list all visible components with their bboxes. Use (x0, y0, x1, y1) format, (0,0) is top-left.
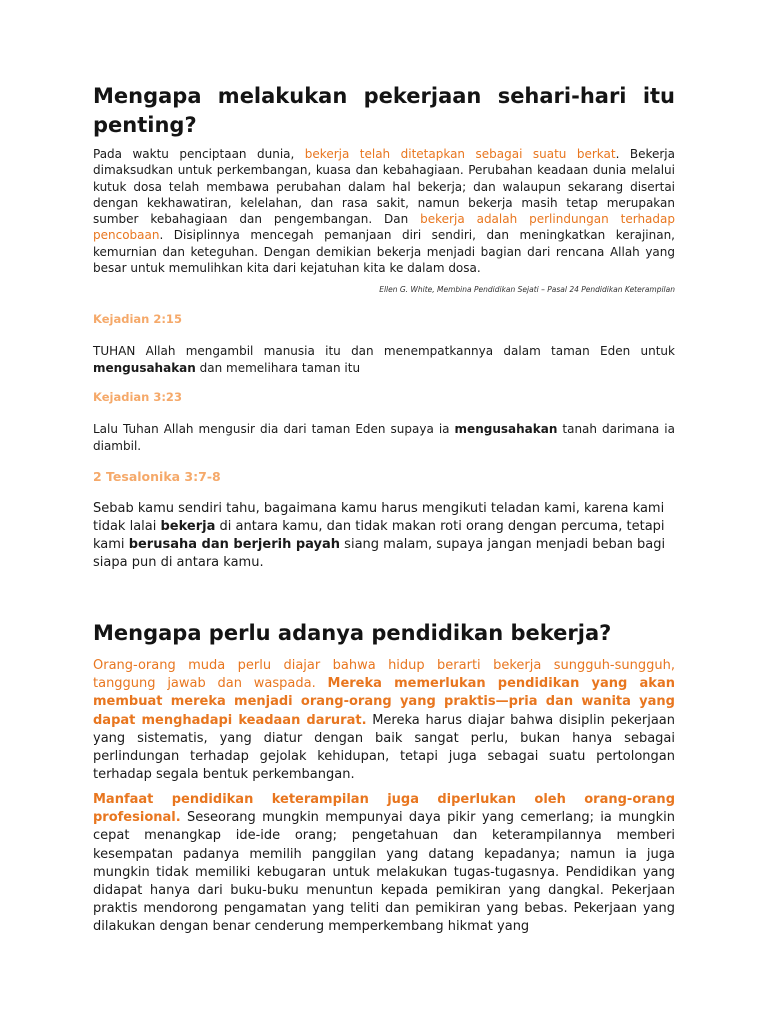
intro-text-1: Pada waktu penciptaan dunia, (93, 147, 305, 161)
verse-1 (93, 343, 675, 376)
verse-3 (93, 500, 675, 572)
verse-2-pre: Lalu Tuhan Allah mengusir dia dari taman Eden supaya ia (93, 422, 455, 436)
verse-1-pre: TUHAN Allah mengambil manusia itu dan menempatkannya dalam taman Eden untuk (93, 344, 675, 358)
verse-3-post: siang malam, supaya jangan menjadi beban bagi siapa pun di antara kamu. (93, 537, 666, 570)
verse-1-bold: mengusahakan (93, 360, 196, 375)
intro-paragraph (93, 146, 675, 276)
highlight-blessing: bekerja telah ditetapkan sebagai suatu berkat (304, 147, 616, 161)
intro-paragraph-block (93, 146, 675, 276)
para-b-bold: Manfaat pendidikan keterampilan juga diperlukan oleh orang-orang profesional. (93, 792, 675, 826)
section-2-paragraph-b (93, 791, 675, 937)
verse-2 (93, 421, 675, 454)
intro-text-2: . Bekerja dimaksudkan untuk perkembangan, kuasa dan kebahagiaan. Perubahan keadaan dunia melalui kutuk dosa telah membawa perubahan dalam hal bekerja; dan walaupun sekarang disertai dengan kekhawatiran, kelelahan, dan rasa sakit, namun bekerja masih tetap merupakan sumber kebahagiaan dan pengembangan. Dan (93, 147, 675, 227)
verse-ref-3: 2 Tesalonika 3:7-8 (93, 469, 221, 484)
verse-3-bold-2: berusaha dan berjerih payah (128, 537, 341, 552)
verse-2-post: tanah darimana ia diambil. (93, 422, 675, 453)
para-b-rest: Seseorang mungkin mempunyai daya pikir yang cemerlang; ia mungkin cepat menangkap ide-ide orang; pengetahuan dan keterampilannya memberi kesempatan padanya memilih panggilan yang datang kepadanya; namun ia juga mungkin tidak memiliki kebugaran untuk melakukan tugas-tugasnya. Pendidikan yang didapat hanya dari buku-buku menuntun kepada pemikiran yang dangkal. Pekerjaan praktis mendorong pengamatan yang teliti dan pemikiran yang bebas. Pekerjaan yang dilakukan dengan benar cenderung memperkembang hikmat yang (93, 810, 675, 935)
section-1 (93, 82, 675, 140)
para-a-orange: Orang-orang muda perlu diajar bahwa hidup berarti bekerja sungguh-sungguh, tanggung jawab dan waspada. (93, 658, 675, 692)
highlight-protection: bekerja adalah perlindungan terhadap pencobaan (93, 212, 675, 243)
verse-1-post: dan memelihara taman itu (195, 360, 361, 375)
attribution: Ellen G. White, Membina Pendidikan Sejati – Pasal 24 Pendidikan Keterampilan (379, 285, 675, 294)
para-a-rest: Mereka harus diajar bahwa disiplin pekerjaan yang sistematis, yang diatur dengan baik sangat perlu, bukan hanya sebagai perlindungan terhadap gejolak kehidupan, tetapi juga sebagai suatu pertolongan terhadap segala bentuk perkembangan. (93, 712, 676, 783)
para-a-bold: Mereka memerlukan pendidikan yang akan membuat mereka menjadi orang-orang yang praktis—pria dan wanita yang dapat menghadapi keadaan darurat. (93, 676, 675, 728)
section-2 (93, 619, 675, 648)
section-2-title: Mengapa perlu adanya pendidikan bekerja? (93, 621, 612, 645)
intro-text-3: . Disiplinnya mencegah pemanjaan diri sendiri, dan meningkatkan kerajinan, kemurnian dan keteguhan. Dengan demikian bekerja menjadi bagian dari rencana Allah yang besar untuk memulihkan kita dari kejatuhan kita ke dalam dosa. (93, 228, 675, 276)
verse-ref-2: Kejadian 3:23 (93, 390, 182, 404)
section-2-paragraph-a (93, 657, 675, 784)
verse-ref-1: Kejadian 2:15 (93, 312, 182, 326)
section-1-title: Mengapa melakukan pekerjaan sehari-hari itu penting? (93, 84, 675, 137)
verse-2-bold: mengusahakan (454, 422, 558, 436)
verse-3-bold: bekerja (160, 519, 216, 534)
verse-3-mid: di antara kamu, dan tidak makan roti orang dengan percuma, tetapi kami (93, 519, 665, 552)
verse-3-pre: Sebab kamu sendiri tahu, bagaimana kamu harus mengikuti teladan kami, karena kami tidak lalai (93, 501, 665, 534)
